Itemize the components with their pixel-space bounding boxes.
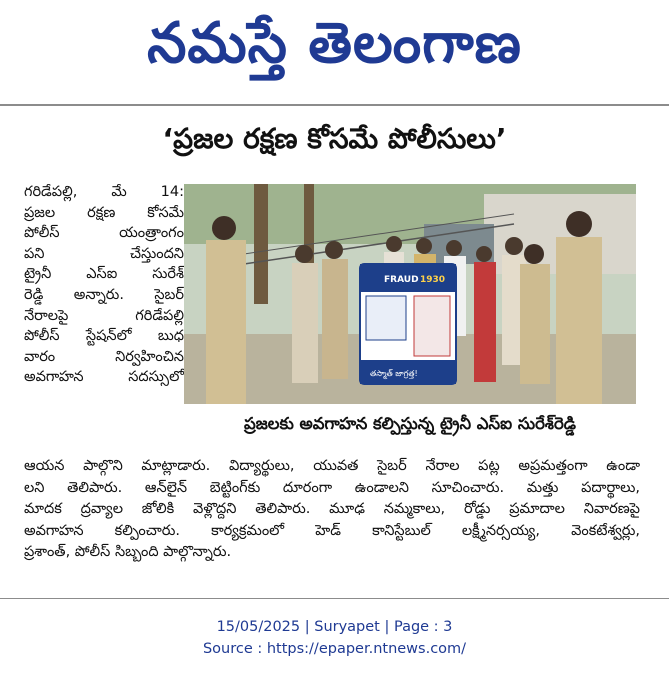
banner-footer-text: తస్మాత్ జాగ్రత్త! — [370, 369, 418, 378]
banner-label: FRAUD — [384, 275, 419, 285]
lead-line: పని చేస్తుందని — [24, 245, 184, 262]
masthead-divider — [0, 104, 669, 106]
masthead — [0, 0, 669, 100]
edition-info: 15/05/2025 | Suryapet | Page : 3 — [216, 619, 453, 635]
article-lead-column — [24, 182, 184, 388]
lead-line: పోలీస్ స్టేషన్‌లో బుధ — [24, 328, 184, 345]
body-line: ఆయన పాల్గొని మాట్లాడారు. విద్యార్థులు, యువత సైబర్ నేరాల పట్ల అప్రమత్తంగా ఉండా — [24, 458, 640, 474]
lead-line: రెడ్డి అన్నారు. సైబర్ — [24, 286, 184, 303]
source-link[interactable]: Source : https://epaper.ntnews.com/ — [202, 641, 467, 657]
newspaper-logo: నమస్తే తెలంగాణ — [147, 10, 522, 76]
lead-line: అవగాహన సదస్సులో — [24, 369, 184, 386]
lead-line: పోలీస్ యంత్రాంగం — [24, 225, 184, 242]
body-line: మాదక ద్రవ్యాల జోలికి వెళ్లొద్దని తెలిపారు. మూఢ నమ్మకాలు, రోడ్డు ప్రమాదాల నివారణపై — [24, 501, 640, 518]
body-line: ప్రశాంత్, పోలీస్ సిబ్బంది పాల్గొన్నారు. — [24, 544, 232, 561]
lead-line: నేరాలపై గరిడేపల్లి — [24, 307, 184, 324]
banner-helpline-number: 1930 — [420, 275, 446, 285]
article-photo — [184, 184, 636, 404]
lead-line: గరిడేపల్లి, మే 14: — [24, 184, 184, 200]
lead-line: వారం నిర్వహించిన — [24, 348, 184, 365]
body-line: అవగాహన కల్పించారు. కార్యక్రమంలో హెడ్ కానిస్టేబుల్ లక్ష్మీనర్సయ్య, వెంకటేశ్వర్లు, — [24, 522, 640, 539]
photo-caption: ప్రజలకు అవగాహన కల్పిస్తున్న ట్రైనీ ఎస్ఐ సురేశ్‌రెడ్డి — [244, 413, 576, 433]
lead-line: ప్రజల రక్షణ కోసమే — [24, 204, 184, 221]
body-line: లని తెలిపారు. ఆన్‌లైన్ బెట్టింగ్‌కు దూరంగా ఉండాలని సూచించారు. మత్తు పదార్థాలు, — [24, 479, 640, 496]
footer — [0, 616, 669, 660]
article-headline: ‘ప్రజల రక్షణ కోసమే పోలీసులు’ — [162, 122, 507, 155]
footer-divider — [0, 598, 669, 599]
article-body — [24, 456, 640, 564]
lead-line: ట్రైనీ ఎస్ఐ సురేశ్ — [24, 266, 184, 283]
